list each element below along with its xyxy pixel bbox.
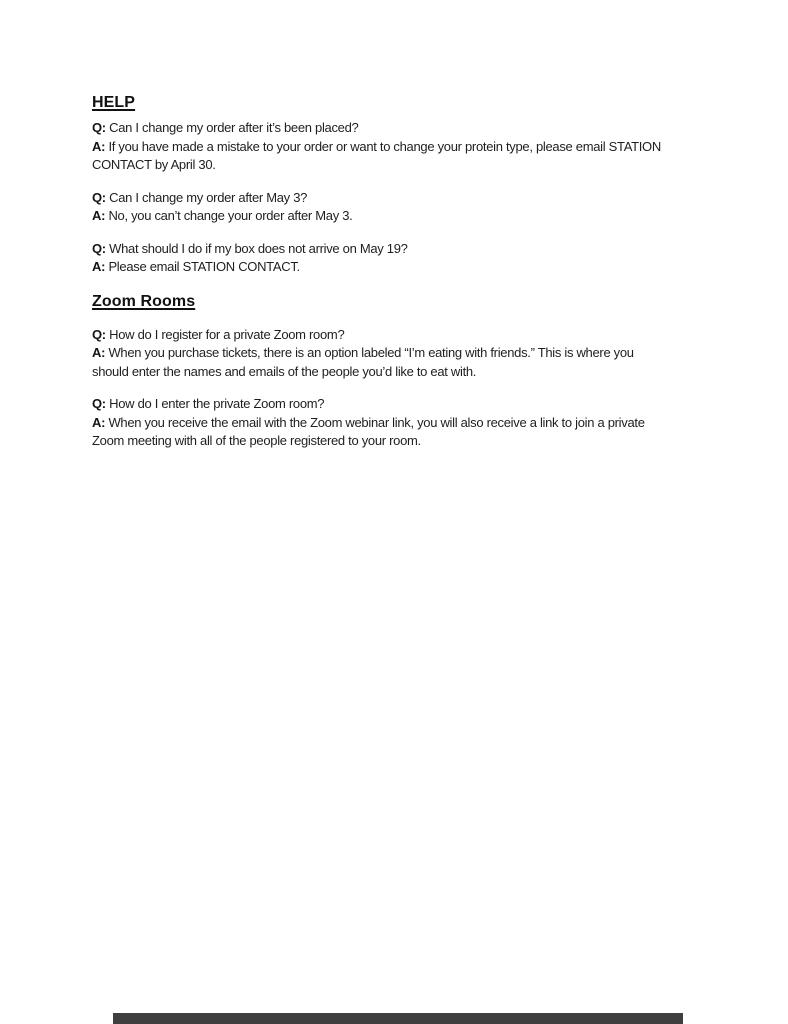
answer-line <box>92 156 740 175</box>
a-label: A: <box>92 259 106 274</box>
question-text: Can I change my order after it’s been placed? <box>109 120 359 135</box>
section-heading-zoom-rooms: Zoom Rooms <box>92 292 196 310</box>
qa-item <box>92 395 740 451</box>
answer-line <box>92 344 740 363</box>
answer-line <box>92 138 740 157</box>
question-line <box>92 395 740 414</box>
a-label: A: <box>92 345 106 360</box>
document-page <box>92 92 740 465</box>
question-line <box>92 119 740 138</box>
question-text: How do I enter the private Zoom room? <box>109 396 325 411</box>
qa-item <box>92 326 740 382</box>
answer-line <box>92 207 740 226</box>
section-zoom-rooms <box>92 291 740 451</box>
a-label: A: <box>92 414 106 430</box>
answer-text: When you purchase tickets, there is an option labeled “I’m eating with friends.” This is where you <box>108 345 634 360</box>
a-label: A: <box>92 138 106 154</box>
answer-text: Please email STATION CONTACT. <box>108 259 300 274</box>
answer-text: No, you can’t change your order after May 3. <box>108 208 353 223</box>
q-label: Q: <box>92 189 106 205</box>
a-label: A: <box>92 208 106 223</box>
qa-item <box>92 240 740 277</box>
qa-item <box>92 189 740 226</box>
answer-text: Zoom meeting with all of the people registered to your room. <box>92 433 421 448</box>
question-line <box>92 189 740 208</box>
footer-banner-bar <box>113 1013 683 1024</box>
question-line <box>92 326 740 345</box>
q-label: Q: <box>92 240 106 256</box>
answer-line <box>92 432 740 451</box>
question-text: How do I register for a private Zoom room? <box>109 326 345 342</box>
answer-text: should enter the names and emails of the people you’d like to eat with. <box>92 363 477 379</box>
answer-text: When you receive the email with the Zoom webinar link, you will also receive a link to join a private <box>108 414 645 430</box>
question-text: Can I change my order after May 3? <box>109 189 308 205</box>
section-help <box>92 92 740 277</box>
q-label: Q: <box>92 120 106 135</box>
q-label: Q: <box>92 396 106 411</box>
answer-line <box>92 258 740 277</box>
answer-line <box>92 414 740 433</box>
question-line <box>92 240 740 259</box>
q-label: Q: <box>92 326 106 342</box>
section-heading-help: HELP <box>92 94 136 111</box>
answer-text: If you have made a mistake to your order or want to change your protein type, please email STATION <box>108 138 661 154</box>
question-text: What should I do if my box does not arrive on May 19? <box>109 240 408 256</box>
answer-text: CONTACT by April 30. <box>92 157 216 172</box>
answer-line <box>92 363 740 382</box>
qa-item <box>92 119 740 175</box>
